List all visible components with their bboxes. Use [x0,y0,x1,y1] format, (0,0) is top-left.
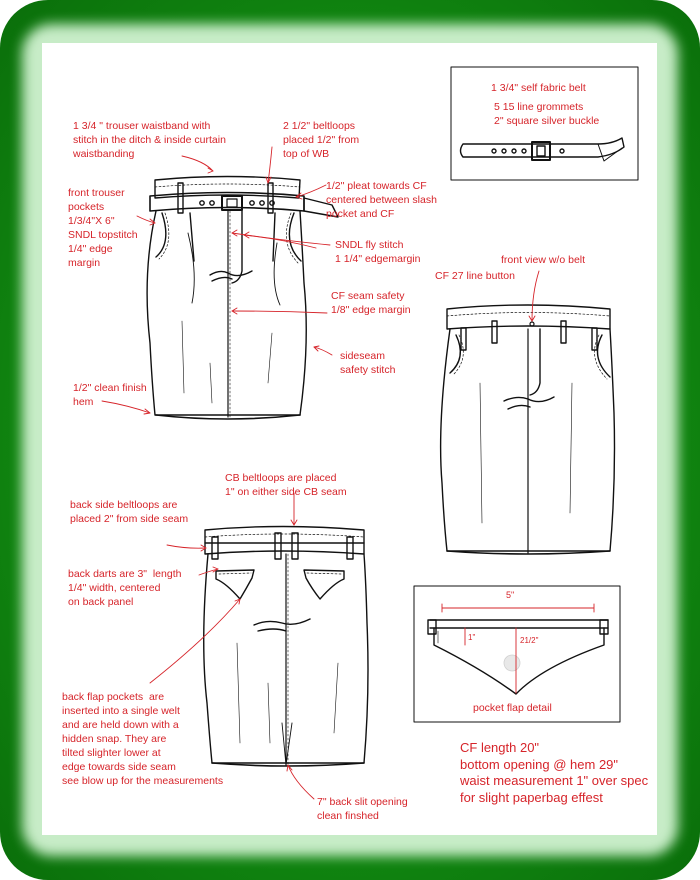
back-pockets-note: back flap pockets are inserted into a single welt and are held down with a hidden snap. They are tilted slighter lower at edge towards side seam see blow up for the measurements [62,691,224,787]
fly-stitch-note: SNDL fly stitch 1 1/4" edgemargin [335,239,421,265]
cb-beltloops-note: CB beltloops are placed 1" on either side CB seam [225,472,347,498]
front-view-label: front view w/o belt [501,254,586,266]
front-skirt-with-belt [147,177,338,420]
pocket-detail-caption: pocket flap detail [473,702,552,714]
back-beltloops-note: back side beltloops are placed 2" from side seam [70,499,189,525]
cf-seam-note: CF seam safety 1/8" edge margin [331,290,411,316]
pocket-side-depth-label: 1" [468,633,476,642]
pocket-width-label: 5" [506,590,515,600]
sideseam-note: sideseam safety stitch [340,350,396,376]
spec-summary: CF length 20" bottom opening @ hem 29" waist measurement 1" over spec for slight paperbag effest [460,740,649,805]
hem-note: 1/2" clean finish hem [73,382,147,408]
waistband-note: 1 3/4 " trouser waistband with stitch in the ditch & inside curtain waistbanding [73,120,226,160]
cf-button-note: CF 27 line button [435,270,515,282]
back-skirt [204,527,368,767]
front-beltloops-note: 2 1/2" beltloops placed 1/2" from top of WB [283,120,360,160]
pleat-note: 1/2" pleat towards CF centered between slash pocket and CF [326,180,437,220]
front-pockets-note: front trouser pockets 1/3/4"X 6" SNDL topstitch 1/4" edge margin [68,187,138,269]
belt-buckle-label: 2" square silver buckle [494,115,600,127]
back-darts-note: back darts are 3" length 1/4" width, centered on back panel [68,568,182,608]
back-slit-note: 7" back slit opening clean finshed [317,796,408,822]
belt-fabric-label: 1 3/4" self fabric belt [491,82,586,94]
belt-grommets-label: 5 15 line grommets [494,101,584,113]
front-skirt-no-belt [441,305,615,554]
tech-sheet [42,43,657,835]
pocket-center-depth-label: 21/2" [520,636,539,645]
